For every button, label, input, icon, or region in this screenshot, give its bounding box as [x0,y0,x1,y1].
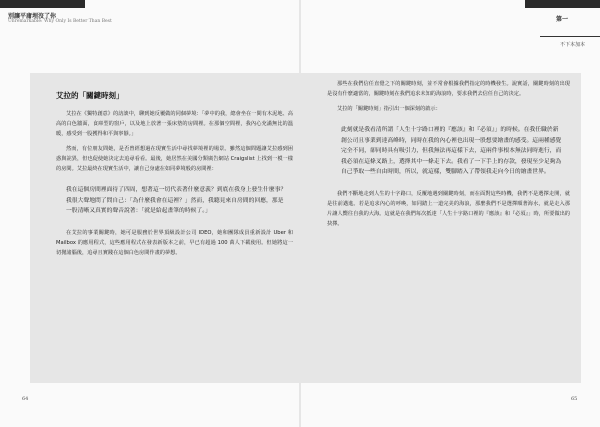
left-block-quote: 我在這個房間裡面待了四周，想著這一切代表著什麼意義？到底在我身上發生什麼事？我很大聲地問了問自己：「為什麼我會在這裡？」然而，我聽見來自房間的回應，那是一股清晰又真實的聲音說著：「就是給起畫筆的時候了。」 [66,187,287,214]
running-head-chapter: 第一 [556,16,569,23]
running-head-subtitle: Unremarkable: Why Only Is Better Than Best [8,19,112,24]
header-rule [540,36,600,37]
page-number-right: 65 [571,396,578,402]
right-paragraph-3: 我們不斷地走到人生的十字路口，反覆地遇到關鍵時刻，而在面對這些時機，我們不是選擇走開，就是往前邁進。若是追求內心的呼喚，如同踏上一道完美的海浪，那麼我們不是選擇順著海水，就是走入那片讓人嚮往自我的大海。這就是在我們每次抵達「人生十字路口裡的『應該』和『必須』」時，所要做出的抉擇。 [327,190,570,227]
right-column [327,79,570,234]
left-paragraph-2: 然而，有位朋友問她，是否曾經想過在現實生活中尋找夢境裡的場景。雖然這個問題讓艾拉感到困惑與詫異，但也促使她決定去追尋看看。最後，她居然在美國分類廣告網站 Craigslist 上找到一模一樣的房間。艾拉最終在現實生活中，讓自己身處在如同夢境般的房間裡： [56,146,293,172]
left-column [56,90,293,263]
right-paragraph-1: 那些在我們信任直覺之下的關鍵時刻，並不常會根據我們指定的時機發生。說實話，關鍵時刻的出現是沒有什麼適當的，關鍵時刻在我們追求未知的海浪時，要求我們去信任自己的決定。 [327,81,570,97]
header-bar-right [525,0,600,8]
section-title: 艾拉的「關鍵時刻」 [56,91,124,100]
header-bar-left [0,0,85,8]
left-paragraph-1: 艾拉在《獨特創意》的訪談中，聊到她反覆做的同個夢境：「夢中的我，總會坐在一間有木泥地、高高的白色牆面，食庫型的窗戶，以及地上放著一張床墊的房間裡。在那個空間裡，我內心充滿無比的溫暖，感受到一股獲得和平與寧靜。」 [56,111,293,137]
page-number-left: 64 [22,396,29,402]
running-head-section: 不下本加本 [560,42,586,48]
left-paragraph-3: 在艾拉的事業關鍵時，她可是服務於世界頂級設計公司 IDEO，她和團隊成員重新設計 Uber 和 Mailbox 的應用程式，這些應用程式在發表新版本之前，早已有超過 100 萬人下載使用。但她將這一切拋諸腦後，追尋且實踐在這個白色房間作畫的夢想。 [56,229,293,256]
running-head-title: 別讓平庸埋沒了你 [8,13,57,20]
right-block-quote: 此刻就是我看清所謂「人生十字路口裡的『應該』和『必須』」的時候。在我任職於新創公司且事業到達高峰時，同時在我的內心裡也出現一股想要繪畫的感受。這兩種感覺完全不同，卻同時具有吸引力，但我無法再這樣下去，這兩件事根本無法同時進行，而我必須在這條叉路上，選擇其中一條走下去。我看了一下手上的存款，發現至少足夠為自己爭取一些自由時間，所以，就這樣，雙腳踏入了帶領我走向今日的繪畫世界。 [341,127,562,175]
content-box [30,73,581,383]
right-paragraph-2: 艾拉的「關鍵時刻」指引出一個深刻的啟示： [337,106,441,112]
